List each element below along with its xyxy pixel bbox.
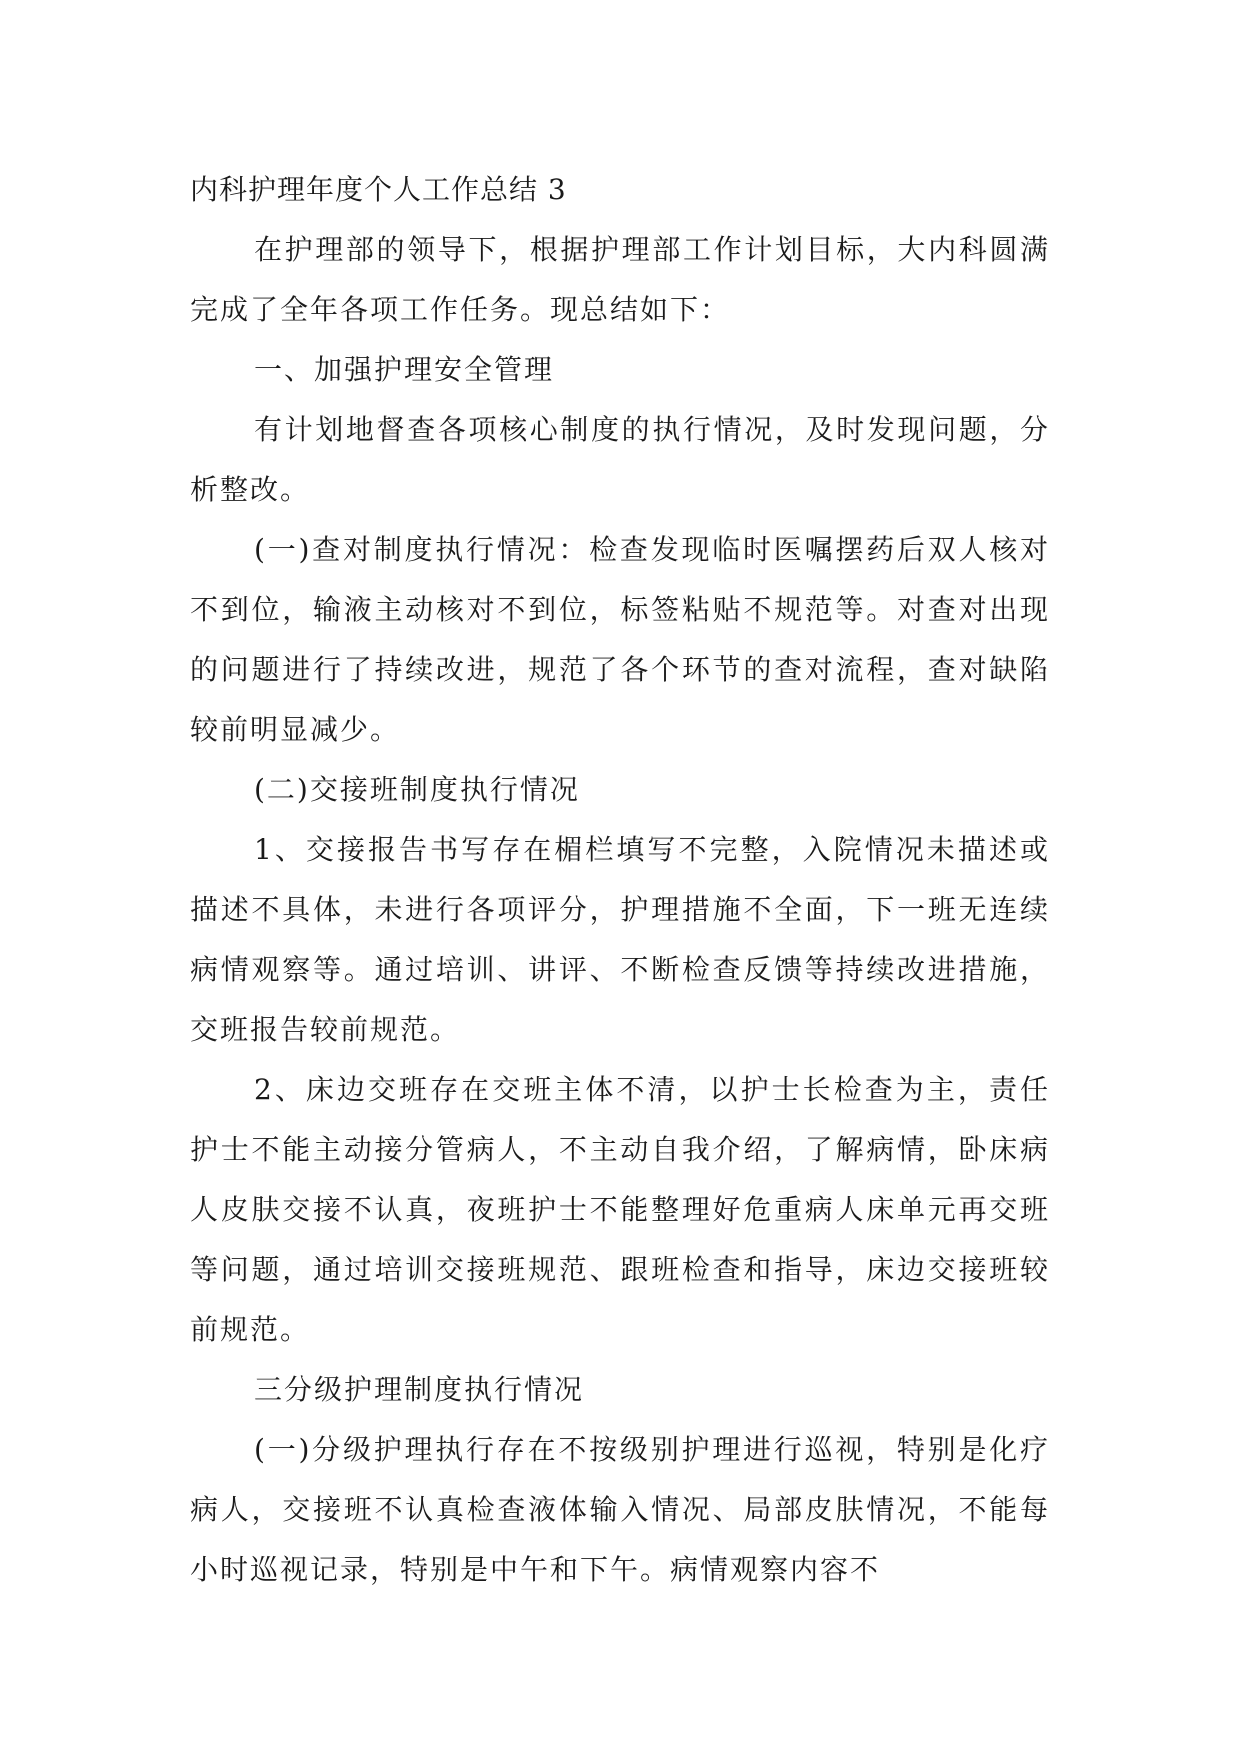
- paragraph-handover-report: 1、交接报告书写存在楣栏填写不完整，入院情况未描述或描述不具体，未进行各项评分，护理措施不全面，下一班无连续病情观察等。通过培训、讲评、不断检查反馈等持续改进措施，交班报告较前规范。: [190, 833, 1050, 1046]
- paragraph-grading-execution: (一)分级护理执行存在不按级别护理进行巡视，特别是化疗病人，交接班不认真检查液体输入情况、局部皮肤情况，不能每小时巡视记录，特别是中午和下午。病情观察内容不: [190, 1433, 1050, 1586]
- section-heading-safety: 一、加强护理安全管理: [254, 353, 555, 386]
- paragraph-check-system: (一)查对制度执行情况：检查发现临时医嘱摆药后双人核对不到位，输液主动核对不到位，标签粘贴不规范等。对查对出现的问题进行了持续改进，规范了各个环节的查对流程，查对缺陷较前明显减少。: [190, 533, 1050, 746]
- paragraph-bedside-handover: 2、床边交班存在交班主体不清，以护士长检查为主，责任护士不能主动接分管病人，不主动自我介绍，了解病情，卧床病人皮肤交接不认真，夜班护士不能整理好危重病人床单元再交班等问题，通过培训交接班规范、跟班检查和指导，床边交接班较前规范。: [190, 1073, 1050, 1346]
- document-title: 内科护理年度个人工作总结 3: [190, 173, 567, 206]
- paragraph-intro: 在护理部的领导下，根据护理部工作计划目标，大内科圆满完成了全年各项工作任务。现总结如下：: [190, 233, 1050, 326]
- subheading-handover: (二)交接班制度执行情况: [254, 773, 580, 806]
- section-heading-grading: 三分级护理制度执行情况: [254, 1373, 585, 1406]
- document-body: [190, 160, 1050, 1600]
- paragraph-supervision: 有计划地督查各项核心制度的执行情况，及时发现问题，分析整改。: [190, 413, 1050, 506]
